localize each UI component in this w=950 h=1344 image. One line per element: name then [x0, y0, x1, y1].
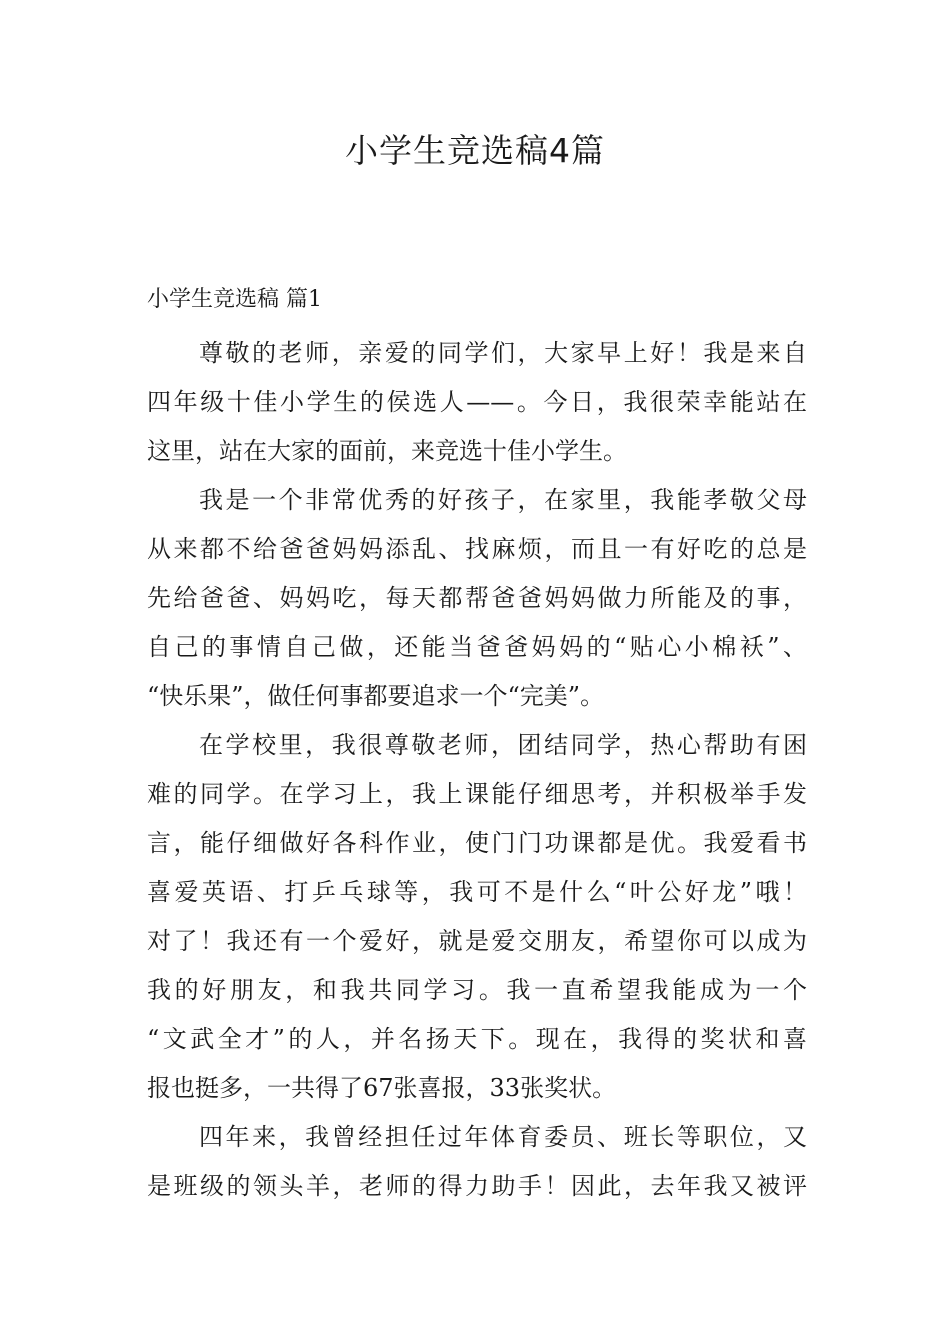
document-title: 小学生竞选稿4篇: [345, 131, 605, 170]
paragraph-line: 从来都不给爸爸妈妈添乱、找麻烦，而且一有好吃的总是: [147, 535, 807, 563]
paragraph-line: 尊敬的老师，亲爱的同学们，大家早上好！我是来自: [199, 339, 807, 367]
paragraph-line: 先给爸爸、妈妈吃，每天都帮爸爸妈妈做力所能及的事，: [147, 584, 807, 612]
paragraph-line: 在学校里，我很尊敬老师，团结同学，热心帮助有困: [199, 731, 807, 759]
paragraph: [147, 1113, 807, 1211]
paragraph-line: 难的同学。在学习上，我上课能仔细思考，并积极举手发: [147, 780, 807, 808]
paragraph-line: 我的好朋友，和我共同学习。我一直希望我能成为一个: [147, 976, 807, 1004]
paragraph-line: 言，能仔细做好各科作业，使门门功课都是优。我爱看书: [147, 829, 807, 857]
paragraph-line: 四年来，我曾经担任过年体育委员、班长等职位，又: [199, 1123, 807, 1151]
paragraph-line: 喜爱英语、打乒乓球等，我可不是什么“叶公好龙”哦！: [147, 878, 807, 906]
paragraph-line: 自己的事情自己做，还能当爸爸妈妈的“贴心小棉袄”、: [147, 633, 807, 661]
document-body: [147, 281, 807, 1211]
paragraph: [147, 721, 807, 1113]
paragraph-line: 四年级十佳小学生的侯选人——。今日，我很荣幸能站在: [147, 388, 807, 416]
paragraph: [147, 476, 807, 721]
paragraph-line: 对了！我还有一个爱好，就是爱交朋友，希望你可以成为: [147, 927, 807, 955]
paragraph-line: “快乐果”，做任何事都要追求一个“完美”。: [147, 682, 605, 710]
section-heading: 小学生竞选稿 篇1: [147, 287, 322, 312]
paragraph: [147, 329, 807, 476]
paragraph-line: 这里，站在大家的面前，来竞选十佳小学生。: [147, 437, 627, 465]
paragraph-line: 报也挺多，一共得了67张喜报，33张奖状。: [147, 1074, 617, 1102]
paragraph-line: 我是一个非常优秀的好孩子，在家里，我能孝敬父母: [199, 486, 807, 514]
paragraph-line: 是班级的领头羊，老师的得力助手！因此，去年我又被评: [147, 1172, 807, 1200]
paragraph-line: “文武全才”的人，并名扬天下。现在，我得的奖状和喜: [147, 1025, 807, 1053]
